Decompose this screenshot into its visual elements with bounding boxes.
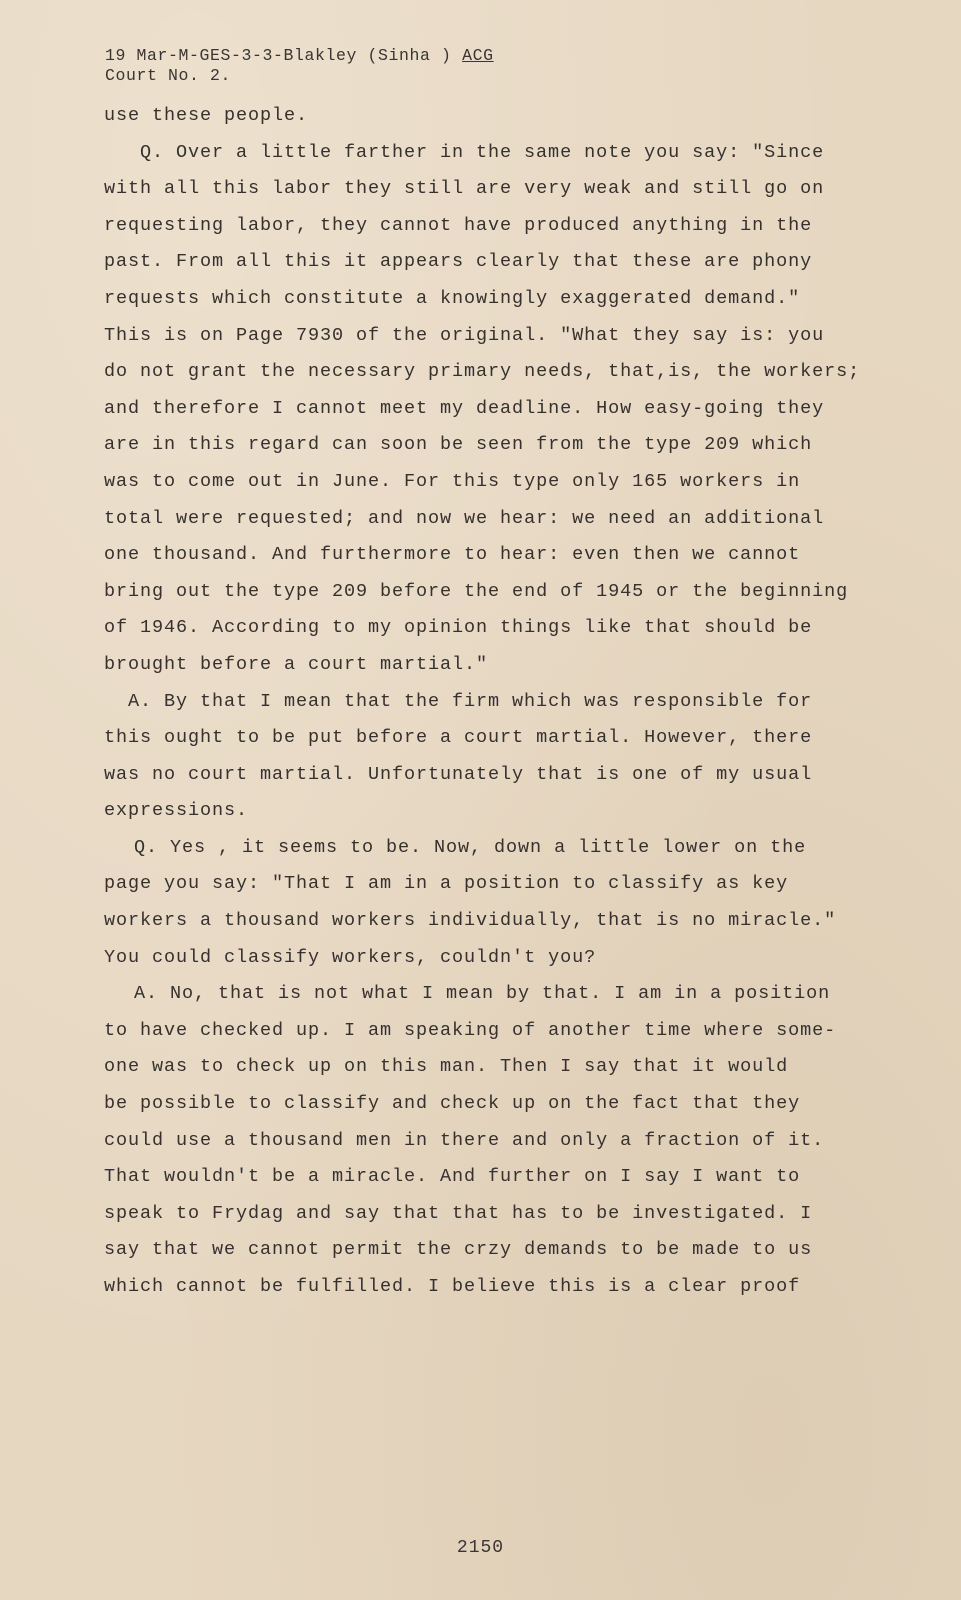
text-line: That wouldn't be a miracle. And further on I say I want to: [104, 1166, 801, 1188]
text-line: page you say: "That I am in a position to classify as key: [104, 873, 789, 895]
text-line: do not grant the necessary primary needs, that,is, the workers;: [104, 361, 861, 383]
text-line: workers a thousand workers individually, that is no miracle.": [104, 910, 837, 932]
text-line: speak to Frydag and say that that has to be investigated. I: [104, 1202, 813, 1224]
text-line: past. From all this it appears clearly that these are phony: [104, 251, 813, 273]
text-line: expressions.: [104, 800, 249, 822]
text-line: of 1946. According to my opinion things like that should be: [104, 617, 813, 639]
text-line: requests which constitute a knowingly exaggerated demand.": [104, 287, 801, 309]
text-line: to have checked up. I am speaking of another time where some-: [104, 1019, 837, 1041]
text-line: this ought to be put before a court martial. However, there: [104, 727, 813, 749]
court-number: Court No. 2.: [105, 66, 232, 85]
text-line: could use a thousand men in there and only a fraction of it.: [104, 1129, 825, 1151]
text-line: Q. Yes , it seems to be. Now, down a little lower on the: [134, 836, 807, 858]
text-line: say that we cannot permit the crzy demands to be made to us: [104, 1239, 813, 1261]
text-line: be possible to classify and check up on the fact that they: [104, 1093, 801, 1115]
text-line: bring out the type 209 before the end of 1945 or the beginning: [104, 580, 849, 602]
text-line: Q. Over a little farther in the same note you say: "Since: [140, 141, 825, 163]
text-line: are in this regard can soon be seen from the type 209 which: [104, 434, 813, 456]
page-number: 2150: [456, 1538, 505, 1558]
text-line: was to come out in June. For this type only 165 workers in: [104, 470, 801, 492]
text-line: requesting labor, they cannot have produced anything in the: [104, 214, 813, 236]
text-line: with all this labor they still are very weak and still go on: [104, 178, 825, 200]
text-line: A. No, that is not what I mean by that. I am in a position: [134, 983, 831, 1005]
text-line: use these people.: [104, 105, 309, 126]
case-line: 19 Mar-M-GES-3-3-Blakley (Sinha ): [105, 46, 452, 65]
transcript-body: [104, 98, 864, 1306]
text-line: which cannot be fulfilled. I believe this is a clear proof: [104, 1276, 801, 1297]
text-line: one thousand. And furthermore to hear: even then we cannot: [104, 544, 801, 566]
text-line: total were requested; and now we hear: we need an additional: [104, 507, 825, 529]
typist-initials: ACG: [462, 46, 494, 65]
text-line: This is on Page 7930 of the original. "What they say is: you: [104, 324, 825, 346]
text-line: A. By that I mean that the firm which was responsible for: [128, 690, 813, 712]
text-line: was no court martial. Unfortunately that is one of my usual: [104, 763, 813, 785]
document-header: [105, 46, 494, 86]
text-line: brought before a court martial.": [104, 653, 489, 675]
case-reference: [105, 46, 494, 66]
text-line: You could classify workers, couldn't you?: [104, 946, 597, 968]
text-line: one was to check up on this man. Then I say that it would: [104, 1056, 789, 1078]
text-line: and therefore I cannot meet my deadline. How easy-going they: [104, 397, 825, 419]
